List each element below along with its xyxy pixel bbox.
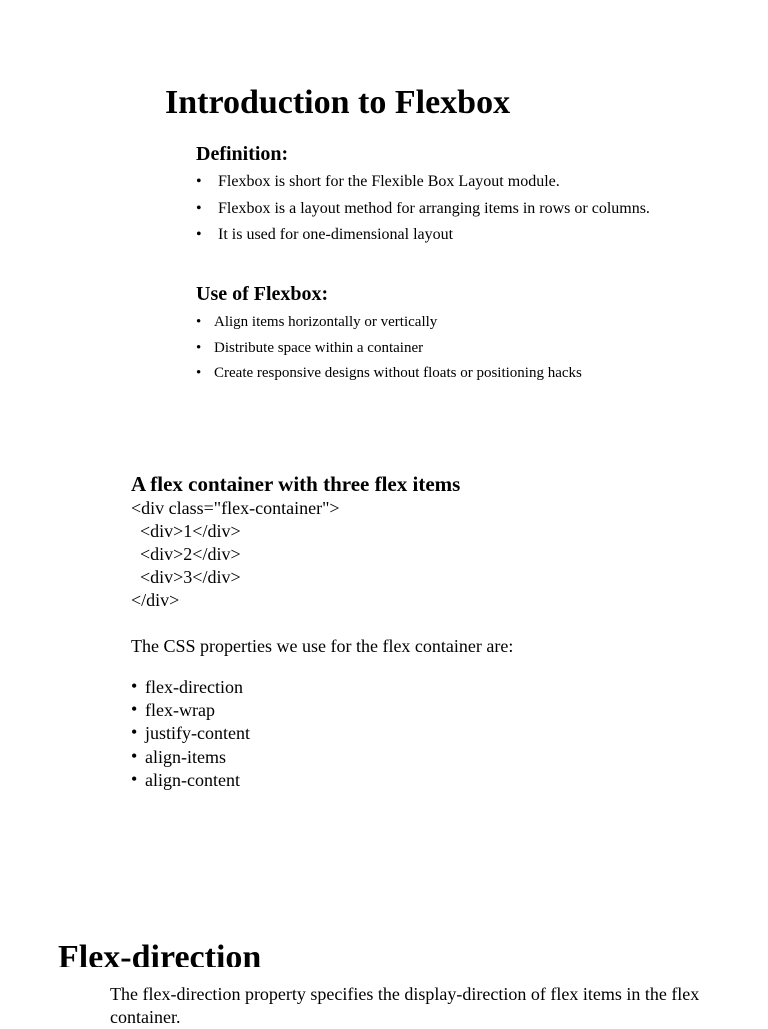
code-line: </div> [131,590,180,610]
bullet-icon: • [131,745,138,766]
list-item-text: justify-content [145,723,250,744]
list-item-text: align-content [145,769,240,790]
code-line: <div class="flex-container"> [131,498,340,518]
list-item-text: Align items horizontally or vertically [214,314,438,330]
code-line: <div>2</div> [131,544,241,564]
bullet-icon: • [131,768,138,789]
definition-list [196,170,650,250]
list-item [196,170,650,197]
list-item [131,769,513,792]
list-item [196,337,582,363]
bullet-icon: • [196,199,202,217]
bullet-icon: • [196,365,202,381]
css-properties-list [131,676,513,792]
list-item-text: align-items [145,746,226,767]
css-properties-intro: The CSS properties we use for the flex container are: [131,636,514,656]
page-title: Introduction to Flexbox [165,84,511,121]
bullet-icon: • [196,173,202,190]
list-item-text: It is used for one-dimensional layout [218,226,454,243]
flex-direction-heading: Flex-direction [58,939,262,967]
list-item [131,699,513,722]
code-example [131,497,513,612]
list-item-text: flex-wrap [145,700,215,721]
use-of-flexbox-list [196,311,582,388]
bullet-icon: • [196,226,202,243]
bullet-icon: • [131,699,138,720]
list-item [196,197,650,224]
bullet-icon: • [196,339,202,356]
list-item [196,362,582,388]
list-item-text: Distribute space within a container [214,339,424,356]
list-item [131,722,513,745]
code-line: <div>3</div> [131,567,241,587]
code-line: <div>1</div> [131,521,241,541]
list-item-text: flex-direction [145,677,243,697]
list-item [196,223,650,250]
list-item-text: Create responsive designs without floats or positioning hacks [214,365,582,381]
flex-container-heading: A flex container with three flex items [131,472,461,496]
list-item-text: Flexbox is a layout method for arranging items in rows or columns. [218,199,650,217]
bullet-icon: • [131,722,138,743]
bullet-icon: • [131,676,138,696]
bullet-icon: • [196,314,202,330]
list-item-text: Flexbox is short for the Flexible Box Layout module. [218,173,560,190]
definition-heading: Definition: [196,143,289,165]
flex-direction-description: The flex-direction property specifies the display-direction of flex items in the flex container. [110,984,700,1027]
use-of-flexbox-heading: Use of Flexbox: [196,283,329,305]
list-item [131,676,513,699]
flex-container-section [131,471,513,792]
list-item [131,746,513,769]
list-item [196,311,582,337]
